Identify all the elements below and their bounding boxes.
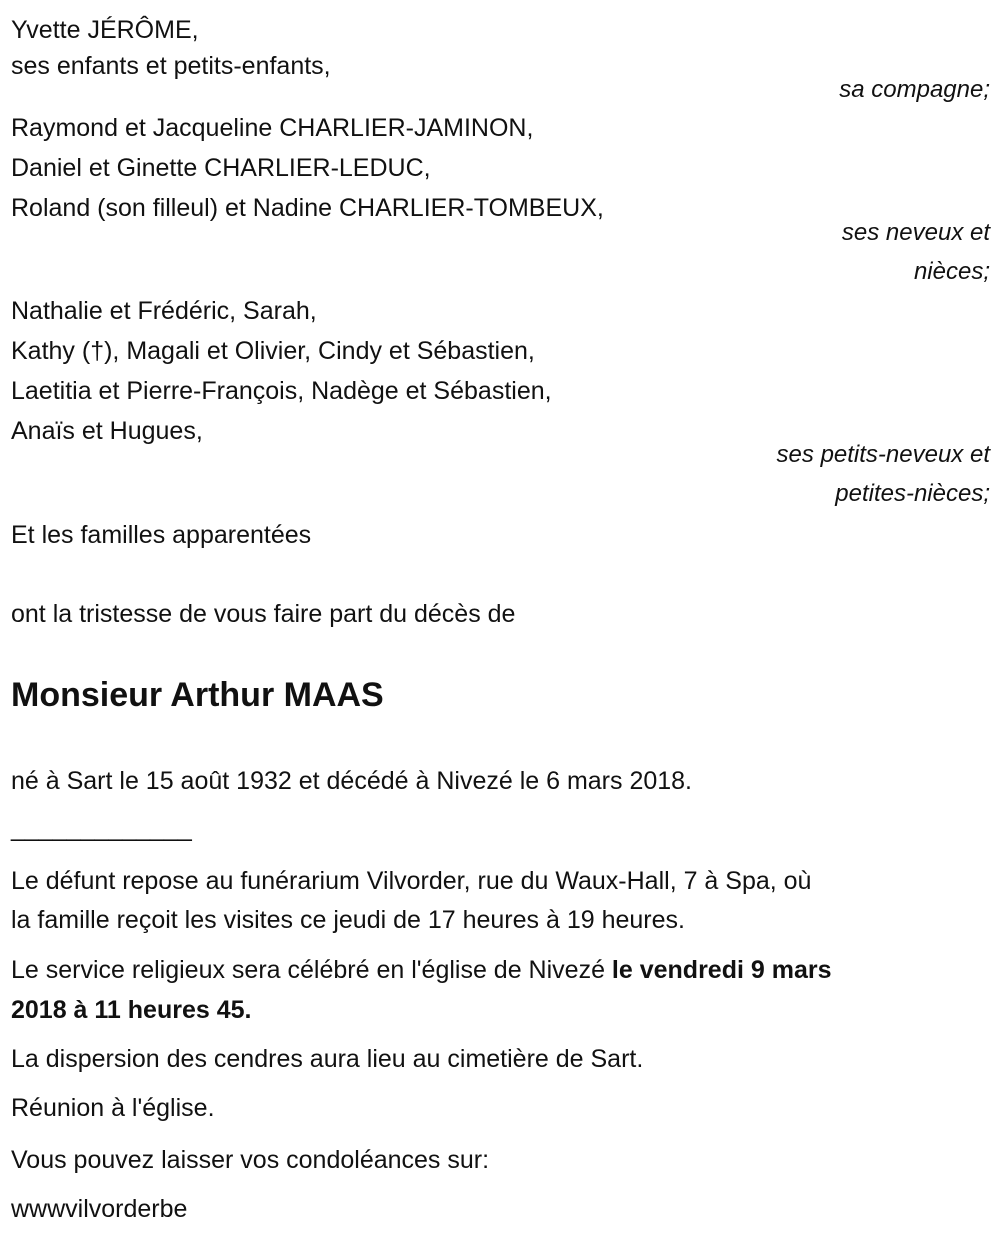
- announcement: ont la tristesse de vous faire part du décès de: [11, 600, 516, 628]
- nephews-role: ses neveux et: [841, 219, 990, 246]
- nephew-line: Daniel et Ginette CHARLIER-LEDUC,: [11, 154, 431, 182]
- condolences: Vous pouvez laisser vos condoléances sur:: [11, 1146, 490, 1174]
- website-link[interactable]: wwwvilvorderbe: [11, 1195, 188, 1223]
- partner-role: sa compagne;: [839, 76, 990, 103]
- nephew-line: Raymond et Jacqueline CHARLIER-JAMINON,: [11, 114, 534, 142]
- rest-line: Le défunt repose au funérarium Vilvorder, rue du Waux-Hall, 7 à Spa, où: [11, 867, 812, 895]
- service-line: [11, 950, 831, 990]
- grand-nephew-line: Laetitia et Pierre-François, Nadège et Sébastien,: [11, 377, 552, 405]
- grand-nephew-line: Kathy (†), Magali et Olivier, Cindy et Sébastien,: [11, 337, 535, 365]
- service-time-text: 2018 à 11 heures 45.: [11, 996, 252, 1024]
- grand-nephews-role: ses petits-neveux et: [776, 441, 990, 468]
- deceased-name: Monsieur Arthur MAAS: [11, 676, 384, 714]
- grand-nephew-line: Anaïs et Hugues,: [11, 417, 203, 445]
- nephew-line: Roland (son filleul) et Nadine CHARLIER-TOMBEUX,: [11, 194, 604, 222]
- partner-line: Yvette JÉRÔME,: [11, 16, 199, 44]
- meeting: Réunion à l'église.: [11, 1094, 215, 1122]
- dispersion: La dispersion des cendres aura lieu au cimetière de Sart.: [11, 1045, 644, 1073]
- service-time: [11, 990, 251, 1030]
- grand-nephews-role: petites-nièces;: [835, 480, 990, 507]
- service-date: le vendredi 9 mars: [611, 956, 832, 984]
- service-prefix: Le service religieux sera célébré en l'église de Nivezé: [11, 956, 612, 984]
- birth-death: né à Sart le 15 août 1932 et décédé à Nivezé le 6 mars 2018.: [11, 767, 693, 795]
- rest-line: la famille reçoit les visites ce jeudi de 17 heures à 19 heures.: [11, 906, 685, 934]
- grand-nephew-line: Nathalie et Frédéric, Sarah,: [11, 297, 317, 325]
- related-families: Et les familles apparentées: [11, 521, 312, 549]
- separator: _____________: [11, 814, 192, 842]
- partner-line: ses enfants et petits-enfants,: [11, 52, 331, 80]
- nephews-role: nièces;: [913, 258, 990, 285]
